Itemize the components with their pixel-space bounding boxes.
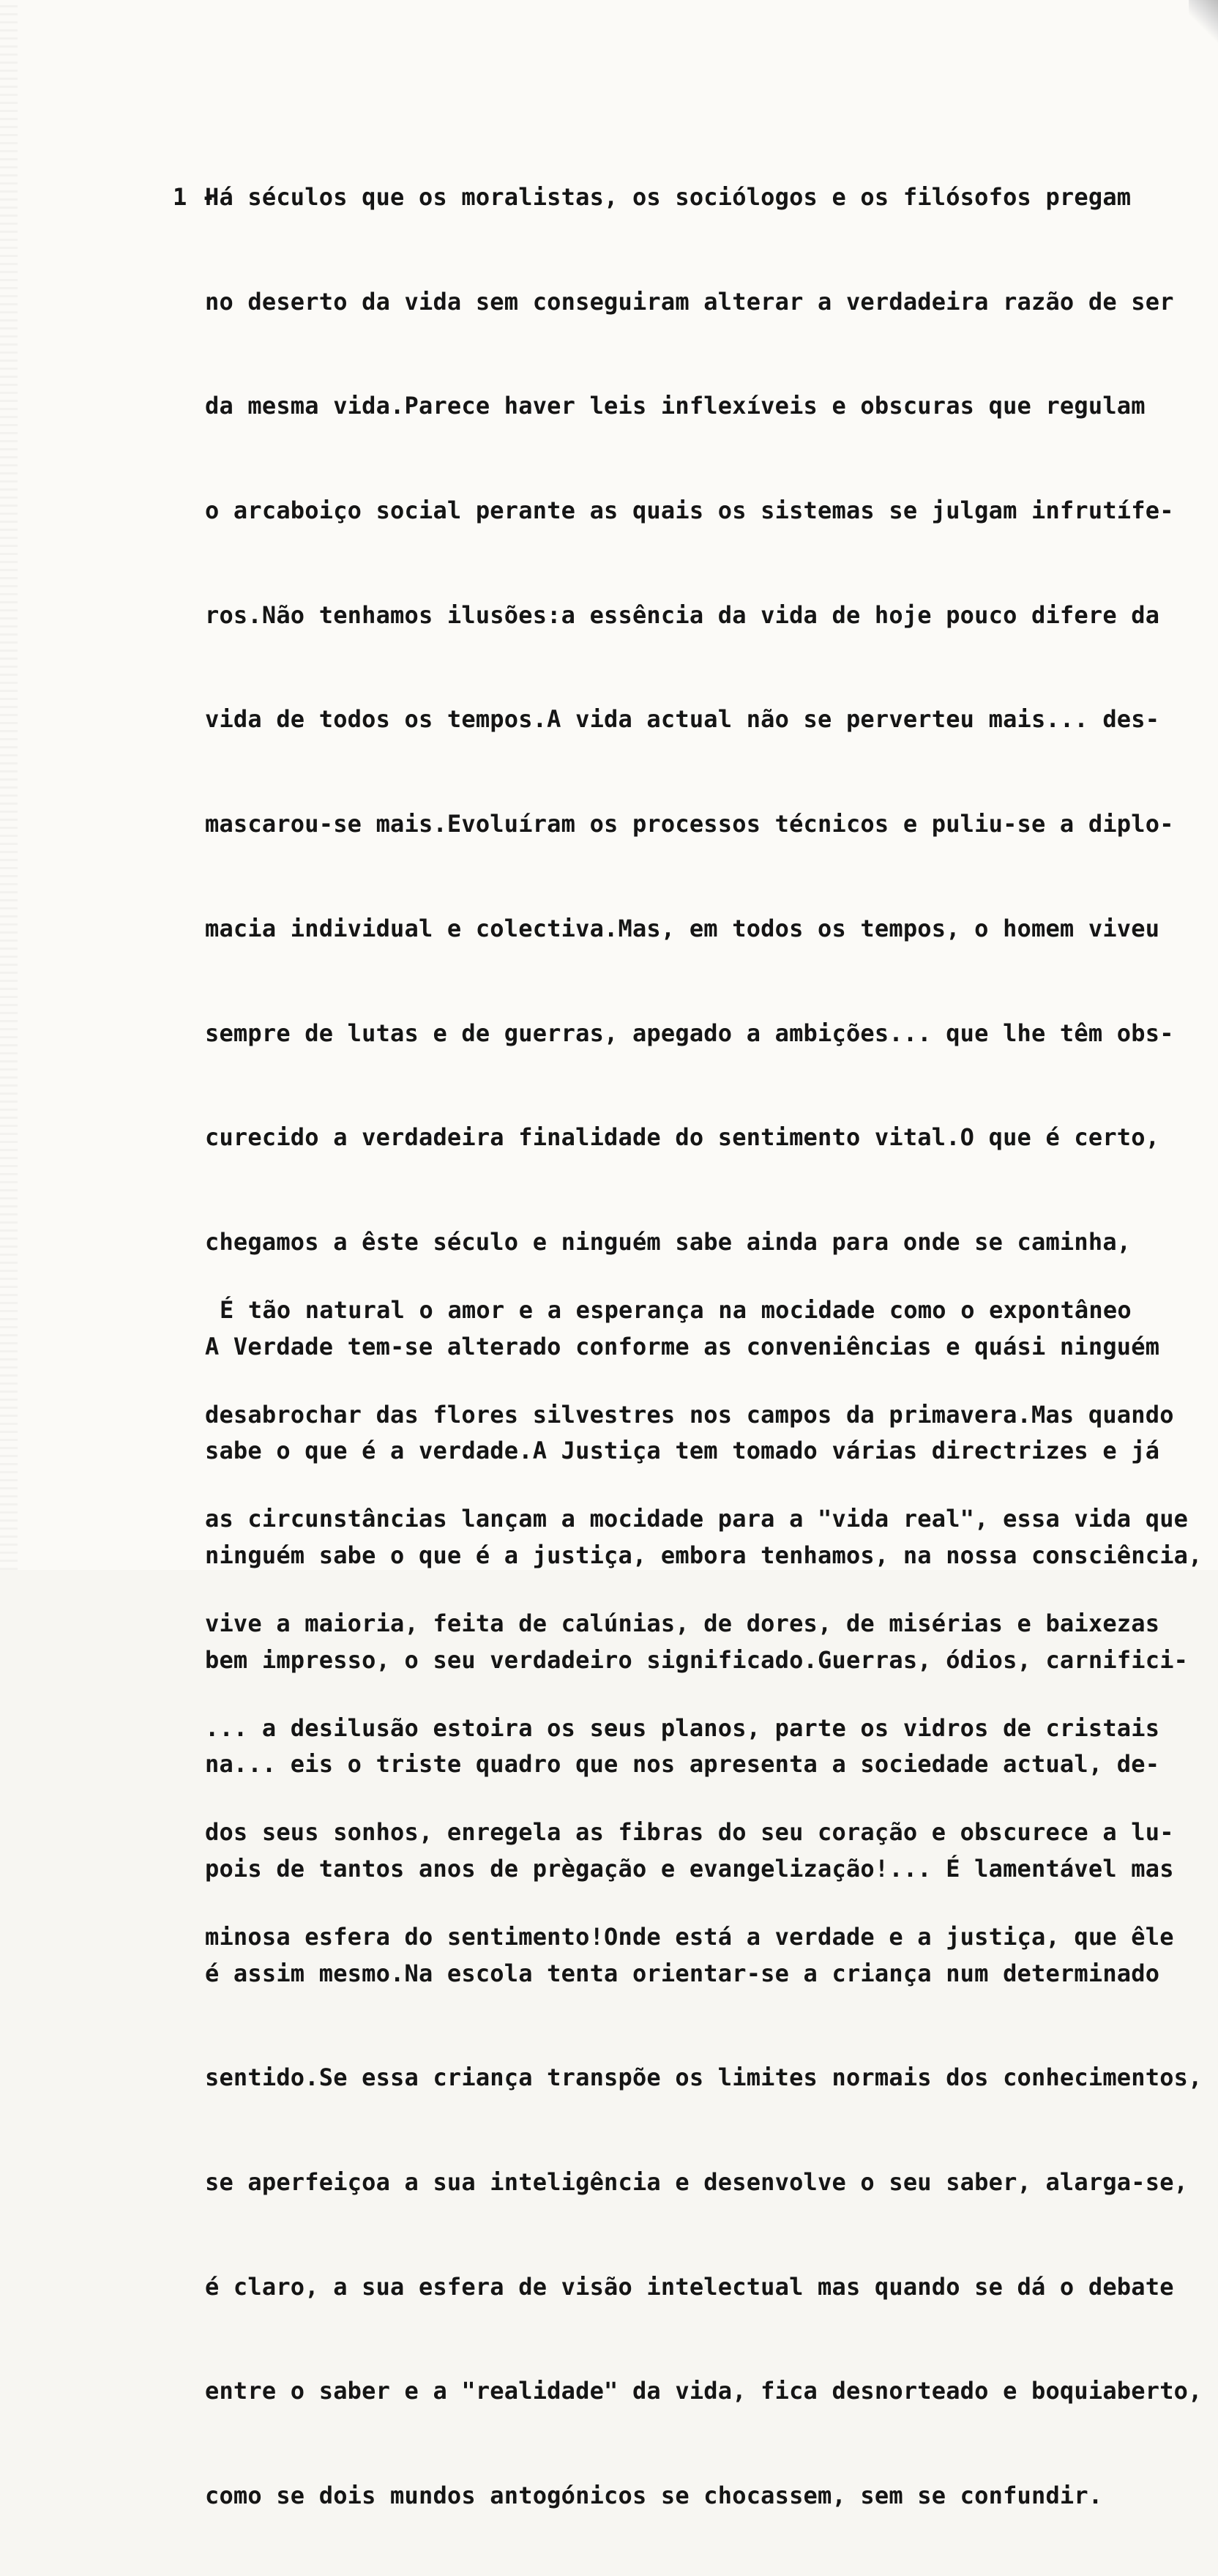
text-line: ninguém sabe o que é a justiça, embora tenhamos, na nossa consciência, bbox=[205, 1541, 1203, 1569]
text-line: É tão natural o amor e a esperança na mocidade como o expontâneo bbox=[220, 1296, 1132, 1324]
text-line: dos seus sonhos, enregela as fibras do seu coração e obscurece a lu- bbox=[205, 1818, 1174, 1847]
text-line: pois de tantos anos de prègação e evangelização!... É lamentável mas bbox=[205, 1855, 1174, 1883]
text-line: é claro, a sua esfera de visão intelectual mas quando se dá o debate bbox=[205, 2272, 1174, 2301]
text-line: é assim mesmo.Na escola tenta orientar-se a criança num determinado bbox=[205, 1959, 1160, 1987]
text-line: A Verdade tem-se alterado conforme as conveniências e quási ninguém bbox=[205, 1332, 1160, 1360]
text-line: macia individual e colectiva.Mas, em todos os tempos, o homem viveu bbox=[205, 914, 1160, 942]
paragraph-number: 1 - bbox=[173, 183, 216, 211]
text-line: entre o saber e a "realidade" da vida, fica desnorteado e boquiaberto, bbox=[205, 2377, 1203, 2405]
text-line: sempre de lutas e de guerras, apegado a ambições... que lhe têm obs- bbox=[205, 1019, 1174, 1047]
text-line: ... a desilusão estoira os seus planos, parte os vidros de cristais bbox=[205, 1713, 1160, 1742]
text-line: sentido.Se essa criança transpõe os limites normais dos conhecimentos, bbox=[205, 2063, 1203, 2092]
text-line: sabe o que é a verdade.A Justiça tem tomado várias directrizes e já bbox=[205, 1437, 1160, 1465]
text-line: vida de todos os tempos.A vida actual não se perverteu mais... des- bbox=[205, 705, 1160, 734]
text-line: curecido a verdadeira finalidade do sentimento vital.O que é certo, bbox=[205, 1123, 1160, 1152]
text-line: minosa esfera do sentimento!Onde está a verdade e a justiça, que êle bbox=[205, 1923, 1174, 1951]
page-corner-fold bbox=[1189, 0, 1218, 44]
text-line: desabrochar das flores silvestres nos campos da primavera.Mas quando bbox=[205, 1400, 1174, 1429]
text-line: mascarou-se mais.Evoluíram os processos técnicos e puliu-se a diplo- bbox=[205, 810, 1174, 838]
text-line: as circunstâncias lançam a mocidade para a "vida real", essa vida que bbox=[205, 1505, 1189, 1533]
scan-edge-shadow bbox=[0, 0, 18, 1570]
text-line: chegamos a êste século e ninguém sabe ainda para onde se caminha, bbox=[205, 1227, 1132, 1256]
text-line: o arcaboiço social perante as quais os sistemas se julgam infrutífe- bbox=[205, 496, 1174, 525]
text-line: se aperfeiçoa a sua inteligência e desenvolve o seu saber, alarga-se, bbox=[205, 2168, 1189, 2197]
text-line: vive a maioria, feita de calúnias, de dores, de misérias e baixezas bbox=[205, 1609, 1160, 1638]
line-text: Há séculos que os moralistas, os sociólogos e os filósofos pregam bbox=[205, 183, 1132, 211]
text-line: na... eis o triste quadro que nos apresenta a sociedade actual, de- bbox=[205, 1750, 1160, 1779]
text-line: bem impresso, o seu verdadeiro significado.Guerras, ódios, carnifici- bbox=[205, 1645, 1189, 1674]
paragraph-2 bbox=[173, 1230, 1188, 2017]
text-line: como se dois mundos antogónicos se chocassem, sem se confundir. bbox=[205, 2482, 1103, 2510]
text-line: da mesma vida.Parece haver leis inflexíveis e obscuras que regulam bbox=[205, 392, 1146, 420]
text-line bbox=[173, 173, 1203, 222]
text-line: no deserto da vida sem conseguiram alterar a verdadeira razão de ser bbox=[205, 287, 1174, 316]
text-line: ros.Não tenhamos ilusões:a essência da vida de hoje pouco difere da bbox=[205, 600, 1160, 629]
